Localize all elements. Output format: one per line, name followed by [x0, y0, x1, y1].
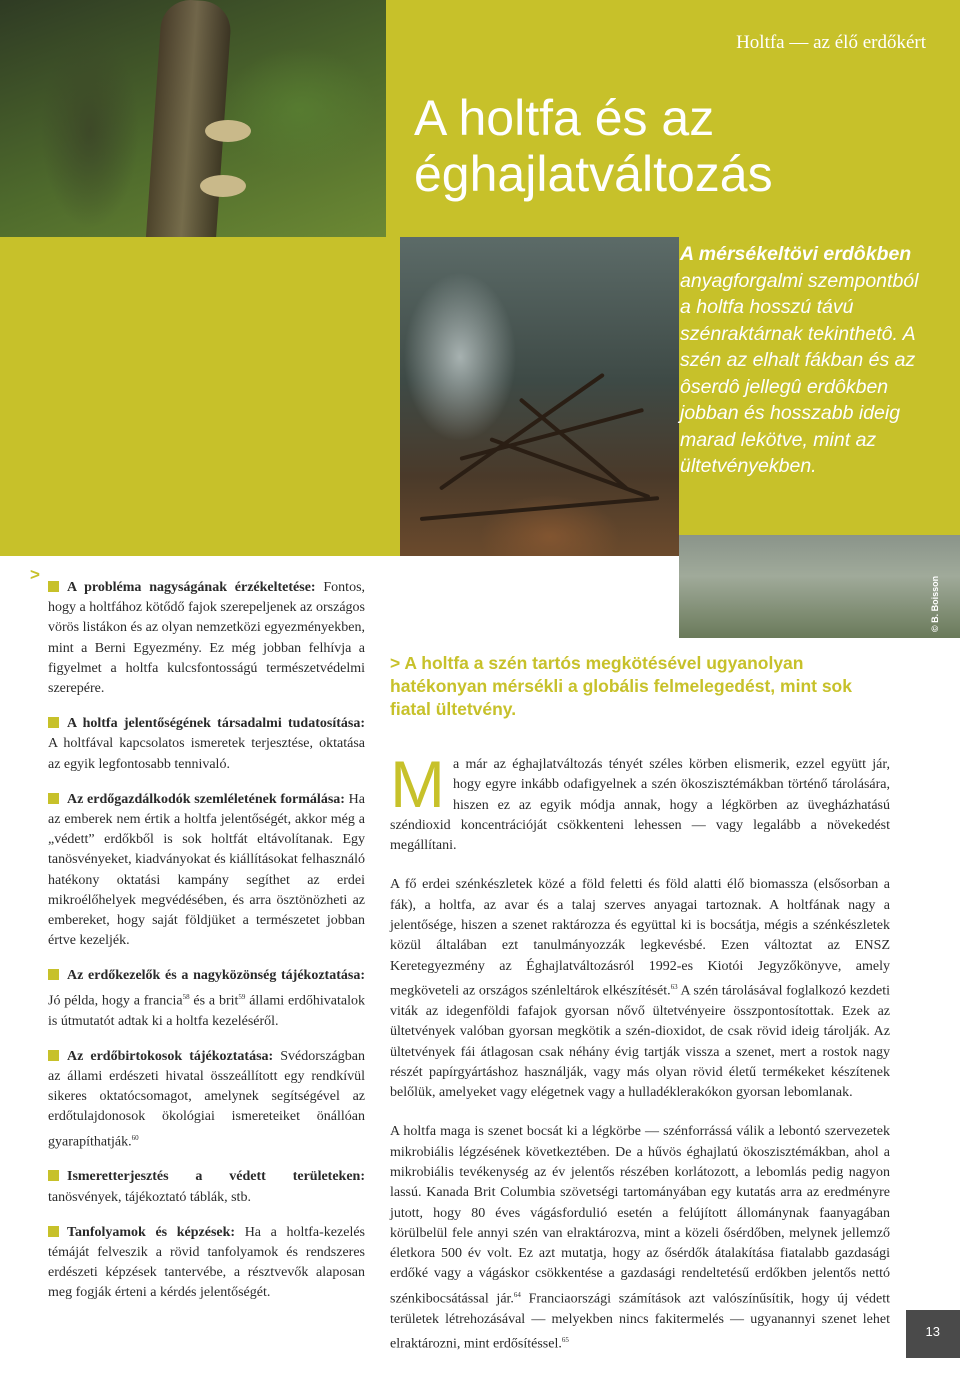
paragraph	[390, 875, 890, 1103]
square-bullet-icon	[48, 1170, 59, 1181]
item-title: Az erdőgazdálkodók szemléletének formálása:	[67, 791, 345, 807]
list-item	[48, 966, 365, 1031]
square-bullet-icon	[48, 1050, 59, 1061]
title-line: éghajlatváltozás	[414, 146, 773, 202]
left-yellow-panel	[0, 237, 400, 556]
item-text: Ha a holtfa-kezelés témáját felveszik a rövid tanfolyamok és rendszeres erdészeti képzések tantervébe, a résztvevők alaposan meg fogják érteni a kérdés jelentőségét.	[48, 1224, 365, 1301]
item-text: és a brit	[189, 993, 239, 1009]
paragraph-text: A szén tárolásával foglalkozó kezdeti viták az idegenföldi fafajok gyorsan nővő ültetvényeire összpontosítottak. Ezek az ültetvények valóban gyorsan megkötik a szén-dioxidot, de csak rövid ideig tárolják. Az ültetvények fái átlagosan csak néhány évig tartják vissza a szenet, mert a rostok nagy részét papírgyártáshoz használják, vagy más olyan rövid életű termékeket készítenek belőlük, amelyeket vagy elégetnek vagy a hulladéklerakókon gyorsan lebomlanak.	[390, 983, 890, 1101]
square-bullet-icon	[48, 717, 59, 728]
item-text: tanösvények, tájékoztató táblák, stb.	[48, 1189, 251, 1205]
drop-cap: M	[390, 747, 445, 821]
fungus-shape	[205, 120, 251, 142]
item-title: Ismeretterjesztés a védett területeken:	[67, 1169, 365, 1185]
square-bullet-icon	[48, 1226, 59, 1237]
list-item	[48, 578, 365, 699]
page-number-box	[906, 1310, 960, 1358]
item-text: Fontos, hogy a holtfához kötődő fajok szerepeljenek az országos vörös listákon és az olyan nemzetközi egyezményekben, mint a Berni Egyezmény. Ez még jobban felhívja a figyelmet a holtfa kulcsfontosságú természetvédelmi szerepére.	[48, 580, 366, 697]
footnote-ref: 58	[182, 992, 190, 1001]
list-item	[48, 1047, 365, 1153]
item-text: A holtfával kapcsolatos ismeretek terjesztése, oktatása az egyik legfontosabb tennivaló.	[48, 736, 365, 772]
item-text: Svédországban az állami erdészeti hivatal összeállított egy rendkívül sikeres oktatócsomagot, amelynek segítségével az erdőtulajdonosok ökológiai ismereteiket önállóan gyarapíthatják.	[48, 1048, 365, 1150]
item-title: A holtfa jelentőségének társadalmi tudatosítása:	[67, 716, 365, 732]
item-text: Ha az emberek nem értik a holtfa jelentőségét, akkor még a „védett” erdőkből is sok holtfát eltávolítanak. Egy tanösvényeket, kiadványokat és kiállításokat felhasználó hatékony oktatási kampány segíthet az erdei mikroélőhelyek megvédésében, és arra ösztönözheti az embereket, hogy saját földjüket a természetet jobban értve kezeljék.	[48, 791, 365, 949]
misty-forest-photo	[679, 535, 960, 638]
item-title: Tanfolyamok és képzések:	[67, 1224, 236, 1240]
list-item	[48, 1167, 365, 1207]
title-line: A holtfa és az	[414, 90, 715, 146]
footnote-ref: 59	[238, 992, 246, 1001]
item-title: Az erdőbirtokosok tájékoztatása:	[67, 1048, 274, 1064]
item-title: Az erdőkezelők és a nagyközönség tájékoztatása:	[67, 968, 365, 984]
list-item	[48, 714, 365, 775]
square-bullet-icon	[48, 969, 59, 980]
pull-quote	[680, 241, 932, 480]
root-shape	[519, 397, 629, 490]
page-title	[414, 90, 934, 202]
paragraph-text: A fő erdei szénkészletek közé a föld feletti és föld alatti élő biomassza (elsősorban a fák), a holtfa, az avar és a talaj szerves anyagai tartoznak. A holtfának nagy a jelentősége, hiszen a szenet raktározza és együttal ki is bocsátja, mégis a szénkészletek közül általában ezt tanulmányozzák legkevésbé. Ezen változtat az ENSZ Keretegyezmény az Éghajlatváltozásról 1992-es Kiotói Jegyzőkönyve, amely megköveteli az országos szénleltárok elkészítését.	[390, 877, 890, 999]
photo-credit: © B. Boisson	[930, 575, 940, 632]
paragraph	[390, 747, 890, 856]
root-shape	[420, 496, 659, 521]
running-head: Holtfa — az élő erdőkért	[736, 32, 926, 53]
list-item	[48, 1223, 365, 1304]
list-item	[48, 790, 365, 952]
paragraph-text: a már az éghajlatváltozás tényét széles körben elismerik, ezzel együtt jár, hogy egyre inkább odafigyelnek a szén ökoszisztémákban történő tárolására, hiszen ez az egyik módja annak, hogy a légkörben az üvegházhatású széndioxid koncentrációját csökkenteni lehessen — vagy legalább a növekedést megállítani.	[390, 757, 890, 854]
square-bullet-icon	[48, 793, 59, 804]
section-subheading: > A holtfa a szén tartós megkötésével ugyanolyan hatékonyan mérsékli a globális felmelegedést, mint sok fiatal ültetvény.	[390, 653, 852, 719]
roots-photo	[400, 237, 679, 556]
paragraph-text: A holtfa maga is szenet bocsát ki a légkörbe — szénforrássá válik a lebontó szervezetek mikrobiális légzésének következtében. De a hűvös éghajlatú ökoszisztémákban, ahol a mikrobiális tevékenység az év jelentős részében korlátozott, a lebomlás pedig nagyon lassú. Kanada Brit Columbia szövetségi tartományában egy kutatás arra az eredményre jutott, hogy 80 éves vágásfordulió esetén a felújított állománynak faanyagában körülbelül fele annyi szén van elraktározva, mint a közeli ősérdőben, melynek jellemző életkora 500 év volt. Ez azt mutatja, hogy az ősérdők átalakítása fiatalabb gazdasági erdőké vagy a vágáskor csökkentése a gazdasági rendeltetésű erdőkben jelentős nettó szénkibocsátással jár.	[390, 1124, 890, 1307]
pull-quote-bold: A mérsékeltövi erdôkben	[680, 243, 912, 265]
paragraph-text: Franciaországi számítások azt valószínűsítik, hogy új védett területek létrehozásával — melyekben nincs fakitermelés — ugyanannyi szenet lehet elraktározni, mint erdősítéssel.	[390, 1291, 890, 1352]
page-number: 13	[925, 1324, 940, 1339]
section-marker: >	[30, 565, 40, 584]
root-shape	[459, 408, 644, 461]
left-column	[48, 578, 365, 1319]
paragraph	[390, 1122, 890, 1355]
footnote-ref: 65	[561, 1336, 569, 1345]
pull-quote-text: anyagforgalmi szempontból a holtfa hosszú távú szénraktárnak tekinthetô. A szén az elhalt fákban és az ôserdô jellegû erdôkben jobban és hosszabb ideig marad lekötve, mint az ültetvényekben.	[680, 269, 919, 477]
footnote-ref: 64	[513, 1290, 521, 1299]
footnote-ref: 63	[670, 982, 678, 991]
item-text: Jó példa, hogy a francia	[48, 993, 183, 1009]
right-column	[390, 747, 890, 1374]
fungus-shape	[200, 175, 246, 197]
footnote-ref: 60	[131, 1133, 139, 1142]
item-title: A probléma nagyságának érzékeltetése:	[67, 580, 316, 595]
square-bullet-icon	[48, 581, 59, 592]
item-text: állami erdőhivatalok is útmutatót adtak ki a holtfa kezeléséről.	[48, 993, 365, 1029]
